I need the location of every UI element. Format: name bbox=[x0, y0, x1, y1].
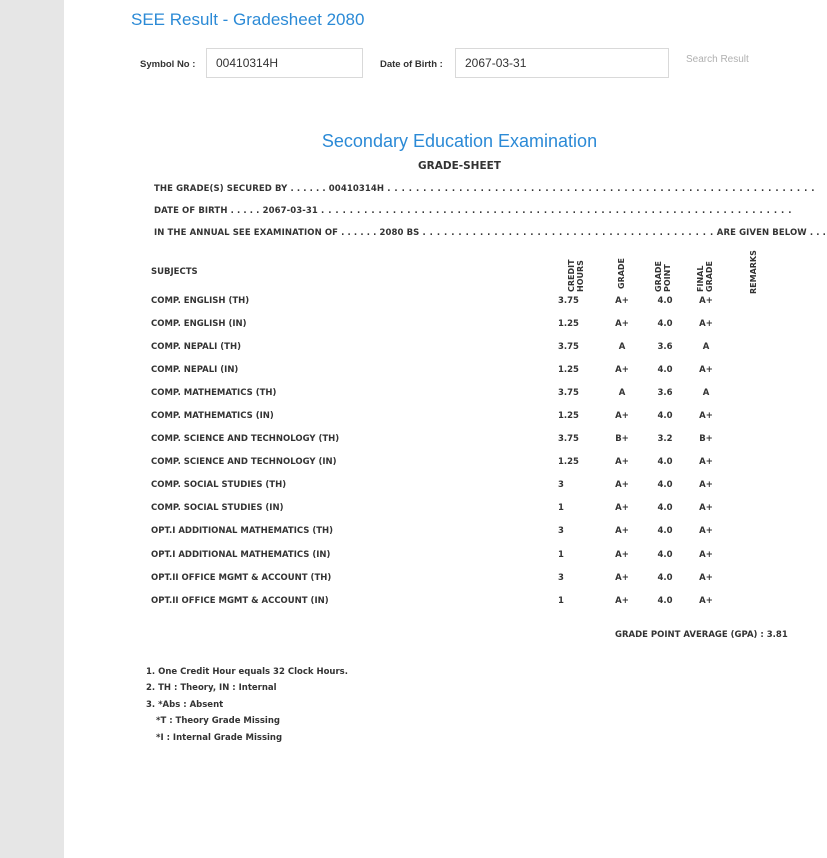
secured-by-prefix: THE GRADE(S) SECURED BY . . . . . . bbox=[154, 184, 326, 194]
grade-cell: A bbox=[618, 342, 626, 352]
credit-cell: 3 bbox=[558, 573, 564, 583]
credit-cell: 3.75 bbox=[558, 342, 579, 352]
table-row bbox=[0, 411, 827, 425]
dob-input[interactable] bbox=[455, 48, 669, 78]
secured-by-value: 00410314H bbox=[328, 184, 385, 194]
table-row bbox=[0, 296, 827, 310]
grade-cell: A+ bbox=[615, 411, 629, 421]
grade-point-cell: 3.6 bbox=[657, 388, 673, 398]
credit-hours-header: CREDIT HOURS bbox=[567, 259, 585, 292]
credit-cell: 3 bbox=[558, 526, 564, 536]
grade-cell: A+ bbox=[615, 596, 629, 606]
symbol-label: Symbol No : bbox=[140, 59, 196, 70]
grade-cell: A bbox=[618, 388, 626, 398]
subject-cell: COMP. SOCIAL STUDIES (IN) bbox=[151, 503, 284, 513]
main-panel bbox=[64, 0, 827, 858]
search-result-button[interactable]: Search Result bbox=[686, 54, 749, 65]
secured-by-line bbox=[154, 184, 815, 194]
subject-cell: OPT.I ADDITIONAL MATHEMATICS (TH) bbox=[151, 526, 334, 536]
grade-cell: A+ bbox=[615, 503, 629, 513]
credit-cell: 1.25 bbox=[558, 319, 579, 329]
exam-year-dots: . . . . . . . . . . . . . . . . . . . . . . . . . . . . . . . . . . . . . . . . . bbox=[422, 228, 714, 238]
remarks-header: REMARKS bbox=[749, 250, 758, 294]
table-row bbox=[0, 503, 827, 517]
dob-label: Date of Birth : bbox=[380, 59, 443, 70]
grade-point-header: GRADE POINT bbox=[654, 260, 672, 292]
dob-line-value: 2067-03-31 bbox=[262, 206, 318, 216]
grade-point-cell: 4.0 bbox=[657, 480, 673, 490]
final-grade-cell: A+ bbox=[699, 596, 713, 606]
final-grade-cell: A+ bbox=[699, 573, 713, 583]
left-sidebar bbox=[0, 0, 64, 858]
grade-point-cell: 4.0 bbox=[657, 503, 673, 513]
grade-point-cell: 4.0 bbox=[657, 457, 673, 467]
grade-point-cell: 4.0 bbox=[657, 411, 673, 421]
final-grade-cell: A+ bbox=[699, 319, 713, 329]
subject-cell: OPT.I ADDITIONAL MATHEMATICS (IN) bbox=[151, 550, 331, 560]
credit-cell: 1 bbox=[558, 550, 564, 560]
subject-cell: COMP. ENGLISH (TH) bbox=[151, 296, 250, 306]
subject-cell: COMP. MATHEMATICS (IN) bbox=[151, 411, 274, 421]
final-grade-cell: A bbox=[702, 388, 710, 398]
grade-point-cell: 3.2 bbox=[657, 434, 673, 444]
grade-point-cell: 4.0 bbox=[657, 526, 673, 536]
page-title: SEE Result - Gradesheet 2080 bbox=[131, 10, 365, 29]
dob-line bbox=[154, 206, 792, 216]
symbol-input[interactable] bbox=[206, 48, 363, 78]
final-grade-header: FINAL GRADE bbox=[696, 260, 714, 292]
final-grade-cell: A bbox=[702, 342, 710, 352]
table-row bbox=[0, 526, 827, 540]
secured-by-dots: . . . . . . . . . . . . . . . . . . . . . . . . . . . . . . . . . . . . . . . . . . . . . . . . . . . . . . . . . . . . bbox=[387, 184, 816, 194]
grade-header: GRADE bbox=[617, 257, 626, 289]
grade-point-cell: 3.6 bbox=[657, 342, 673, 352]
grade-point-cell: 4.0 bbox=[657, 319, 673, 329]
footnote: *I : Internal Grade Missing bbox=[156, 733, 283, 743]
final-grade-cell: A+ bbox=[699, 411, 713, 421]
table-row bbox=[0, 319, 827, 333]
final-grade-cell: A+ bbox=[699, 296, 713, 306]
table-row bbox=[0, 388, 827, 402]
subject-cell: COMP. SCIENCE AND TECHNOLOGY (IN) bbox=[151, 457, 337, 467]
dob-line-prefix: DATE OF BIRTH . . . . . bbox=[154, 206, 260, 216]
subjects-header: SUBJECTS bbox=[151, 267, 198, 277]
exam-year-line bbox=[154, 228, 826, 238]
final-grade-cell: A+ bbox=[699, 503, 713, 513]
grade-point-cell: 4.0 bbox=[657, 550, 673, 560]
grade-cell: A+ bbox=[615, 526, 629, 536]
grade-cell: A+ bbox=[615, 365, 629, 375]
footnote: 1. One Credit Hour equals 32 Clock Hours. bbox=[146, 667, 348, 677]
subject-cell: COMP. SOCIAL STUDIES (TH) bbox=[151, 480, 287, 490]
grade-cell: A+ bbox=[615, 296, 629, 306]
gradesheet-title: GRADE-SHEET bbox=[418, 160, 501, 172]
table-row bbox=[0, 573, 827, 587]
subject-cell: COMP. ENGLISH (IN) bbox=[151, 319, 247, 329]
credit-cell: 3 bbox=[558, 480, 564, 490]
credit-cell: 1.25 bbox=[558, 411, 579, 421]
grade-cell: A+ bbox=[615, 550, 629, 560]
grade-point-cell: 4.0 bbox=[657, 296, 673, 306]
grade-point-cell: 4.0 bbox=[657, 573, 673, 583]
subject-cell: COMP. NEPALI (IN) bbox=[151, 365, 239, 375]
credit-cell: 1 bbox=[558, 503, 564, 513]
gpa-summary: GRADE POINT AVERAGE (GPA) : 3.81 bbox=[615, 630, 788, 640]
table-row bbox=[0, 342, 827, 356]
exam-title: Secondary Education Examination bbox=[321, 131, 598, 151]
exam-year-value: 2080 BS bbox=[379, 228, 420, 238]
credit-cell: 1.25 bbox=[558, 365, 579, 375]
subject-cell: OPT.II OFFICE MGMT & ACCOUNT (IN) bbox=[151, 596, 329, 606]
final-grade-cell: A+ bbox=[699, 550, 713, 560]
grade-cell: A+ bbox=[615, 457, 629, 467]
footnote: 3. *Abs : Absent bbox=[146, 700, 224, 710]
table-row bbox=[0, 365, 827, 379]
exam-year-prefix: IN THE ANNUAL SEE EXAMINATION OF . . . . . . bbox=[154, 228, 377, 238]
final-grade-cell: A+ bbox=[699, 365, 713, 375]
subject-cell: COMP. SCIENCE AND TECHNOLOGY (TH) bbox=[151, 434, 340, 444]
grade-cell: B+ bbox=[615, 434, 629, 444]
final-grade-cell: A+ bbox=[699, 526, 713, 536]
footnote: 2. TH : Theory, IN : Internal bbox=[146, 683, 277, 693]
credit-cell: 1.25 bbox=[558, 457, 579, 467]
subject-cell: COMP. NEPALI (TH) bbox=[151, 342, 241, 352]
credit-cell: 3.75 bbox=[558, 434, 579, 444]
grade-point-cell: 4.0 bbox=[657, 596, 673, 606]
table-row bbox=[0, 550, 827, 564]
exam-year-suffix: ARE GIVEN BELOW . . . bbox=[716, 228, 826, 238]
grade-cell: A+ bbox=[615, 480, 629, 490]
table-row bbox=[0, 596, 827, 610]
grade-cell: A+ bbox=[615, 319, 629, 329]
final-grade-cell: A+ bbox=[699, 457, 713, 467]
credit-cell: 3.75 bbox=[558, 296, 579, 306]
grade-point-cell: 4.0 bbox=[657, 365, 673, 375]
table-row bbox=[0, 434, 827, 448]
subject-cell: COMP. MATHEMATICS (TH) bbox=[151, 388, 277, 398]
footnote: *T : Theory Grade Missing bbox=[156, 716, 280, 726]
dob-line-dots: . . . . . . . . . . . . . . . . . . . . . . . . . . . . . . . . . . . . . . . . . . . . . . . . . . . . . . . . . . . . . . . . . . bbox=[321, 206, 792, 216]
grade-cell: A+ bbox=[615, 573, 629, 583]
final-grade-cell: B+ bbox=[699, 434, 713, 444]
subject-cell: OPT.II OFFICE MGMT & ACCOUNT (TH) bbox=[151, 573, 332, 583]
credit-cell: 3.75 bbox=[558, 388, 579, 398]
table-row bbox=[0, 457, 827, 471]
credit-cell: 1 bbox=[558, 596, 564, 606]
table-row bbox=[0, 480, 827, 494]
final-grade-cell: A+ bbox=[699, 480, 713, 490]
